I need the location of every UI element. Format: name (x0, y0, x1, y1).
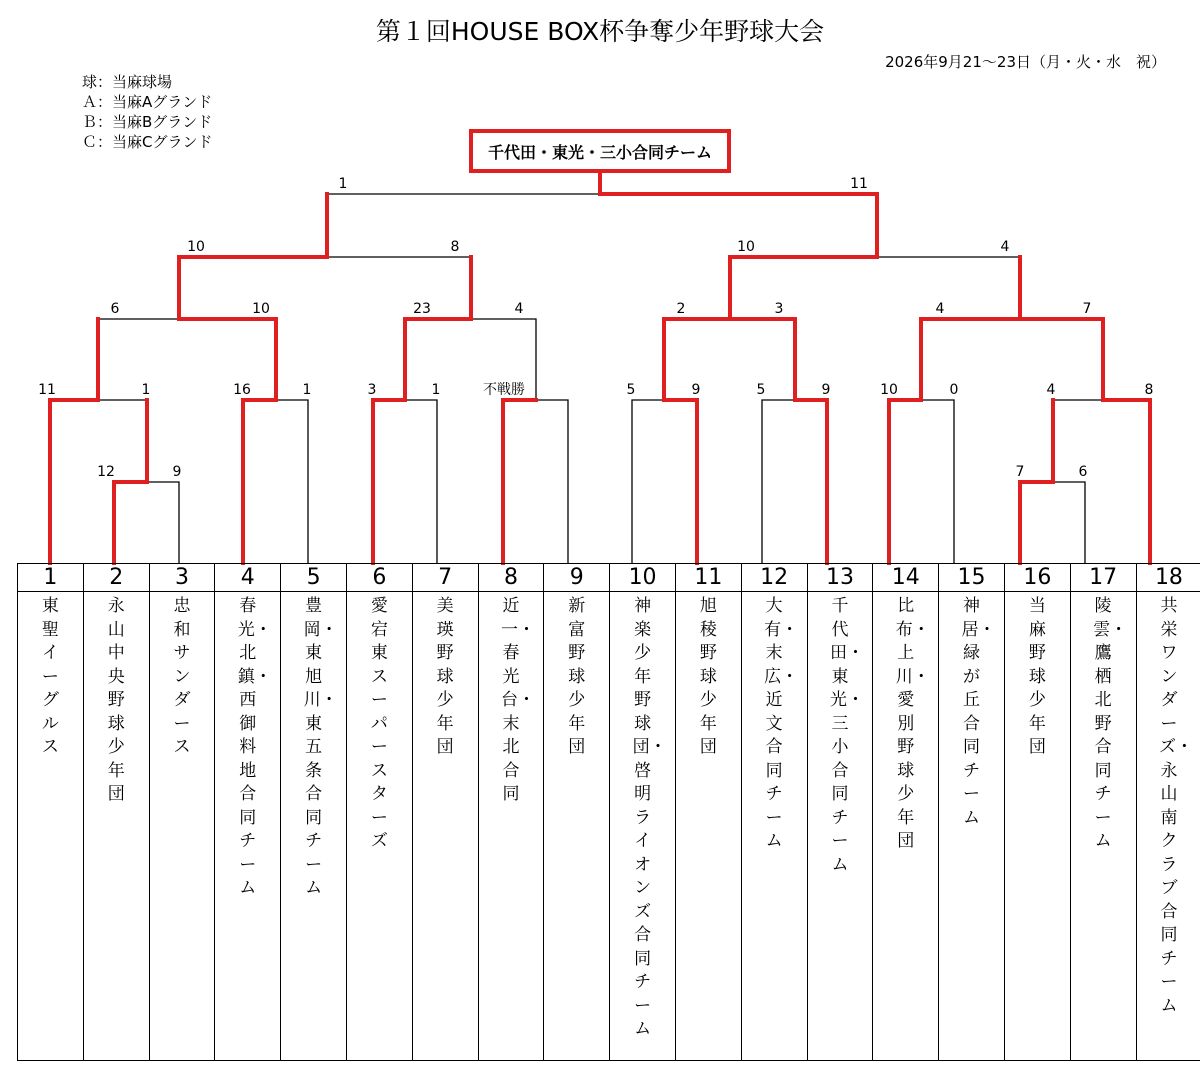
score-label: 8 (1144, 382, 1154, 398)
team-name-cell (215, 592, 281, 1061)
score-label: 5 (756, 382, 766, 398)
legend-item: 球：当麻球場 (82, 73, 173, 91)
team-number: 13 (807, 564, 873, 592)
team-name: 忠和サンダース (173, 596, 191, 757)
team-number: 11 (675, 564, 741, 592)
score-label: 8 (450, 239, 460, 255)
score-label: 3 (774, 301, 784, 317)
team-name-cell (1004, 592, 1070, 1061)
score-label: 4 (1046, 382, 1056, 398)
team-number: 18 (1136, 564, 1200, 592)
score-label: 7 (1015, 464, 1025, 480)
score-label: 23 (413, 301, 431, 317)
team-name: 新富野球少年団 (568, 596, 586, 757)
team-name-cell (149, 592, 215, 1061)
score-label: 0 (949, 382, 959, 398)
score-label: 1 (302, 382, 312, 398)
teams-table (17, 563, 1200, 1061)
team-name-cell (1070, 592, 1136, 1061)
score-label: 4 (514, 301, 524, 317)
team-name-cell (807, 592, 873, 1061)
team-number: 17 (1070, 564, 1136, 592)
score-label: 4 (935, 301, 945, 317)
champion-box: 千代田・東光・三小合同チーム (469, 129, 731, 173)
team-name-cell (83, 592, 149, 1061)
team-number: 15 (939, 564, 1005, 592)
score-label: 2 (676, 301, 686, 317)
team-name-row (18, 592, 1200, 1061)
team-name-cell (18, 592, 84, 1061)
team-number: 10 (610, 564, 676, 592)
team-name: 当麻野球少年団 (1028, 596, 1046, 757)
team-name: 大有・末広・近文合同チーム (764, 596, 799, 851)
legend-item: Ｃ：当麻Cグランド (82, 133, 213, 151)
score-label: 9 (172, 464, 182, 480)
team-name-cell (1136, 592, 1200, 1061)
score-label: 1 (141, 382, 151, 398)
score-label: 10 (252, 301, 270, 317)
score-label: 9 (691, 382, 701, 398)
team-name: 豊岡・東旭川・東五条合同チーム (303, 596, 338, 898)
team-name-cell (544, 592, 610, 1061)
team-name-cell (873, 592, 939, 1061)
team-name: 春光・北鎮・西御料地合同チーム (237, 596, 272, 898)
team-name-cell (281, 592, 347, 1061)
team-name: 永山中央野球少年団 (107, 596, 125, 804)
team-name: 陵雲・鷹栖北野合同チーム (1093, 596, 1128, 851)
team-name: 美瑛野球少年団 (436, 596, 454, 757)
team-number: 12 (741, 564, 807, 592)
score-label: 10 (880, 382, 898, 398)
tournament-date: 2026年9月21～23日（月・火・水 祝） (885, 53, 1166, 71)
team-name-cell (610, 592, 676, 1061)
team-name-cell (412, 592, 478, 1061)
team-number-row (18, 564, 1200, 592)
score-label: 11 (38, 382, 56, 398)
score-label: 12 (97, 464, 115, 480)
team-name: 比布・上川・愛別野球少年団 (895, 596, 930, 851)
score-label: 1 (338, 176, 348, 192)
team-name: 神居・緑が丘合同チーム (961, 596, 996, 828)
team-name-cell (675, 592, 741, 1061)
score-label: 4 (1000, 239, 1010, 255)
team-number: 6 (346, 564, 412, 592)
team-number: 2 (83, 564, 149, 592)
score-label: 9 (821, 382, 831, 398)
team-name: 愛宕東スーパースターズ (370, 596, 388, 851)
team-number: 8 (478, 564, 544, 592)
team-name-cell (939, 592, 1005, 1061)
page-title: 第１回HOUSE BOX杯争奪少年野球大会 (375, 17, 825, 46)
legend-item: Ｂ：当麻Bグランド (82, 113, 213, 131)
team-name: 神楽少年野球団・啓明ライオンズ合同チーム (632, 596, 667, 1039)
team-name: 千代田・東光・三小合同チーム (829, 596, 864, 875)
score-label: 7 (1082, 301, 1092, 317)
score-label: 10 (187, 239, 205, 255)
team-name: 共栄ワンダーズ・永山南クラブ合同チーム (1158, 596, 1193, 1016)
team-number: 7 (412, 564, 478, 592)
score-label: 16 (233, 382, 251, 398)
team-number: 16 (1004, 564, 1070, 592)
team-number: 1 (18, 564, 84, 592)
team-name: 東聖イーグルス (41, 596, 59, 757)
score-label: 5 (626, 382, 636, 398)
team-name-cell (478, 592, 544, 1061)
team-name: 近一・春光台・末北合同 (500, 596, 535, 804)
score-label: 10 (737, 239, 755, 255)
score-label: 不戦勝 (483, 382, 525, 398)
score-label: 3 (367, 382, 377, 398)
legend-item: Ａ：当麻Aグランド (82, 93, 213, 111)
team-name-cell (741, 592, 807, 1061)
score-label: 6 (110, 301, 120, 317)
score-label: 1 (431, 382, 441, 398)
team-name-cell (346, 592, 412, 1061)
team-number: 3 (149, 564, 215, 592)
team-number: 4 (215, 564, 281, 592)
team-number: 5 (281, 564, 347, 592)
score-label: 6 (1078, 464, 1088, 480)
score-label: 11 (850, 176, 868, 192)
team-number: 14 (873, 564, 939, 592)
team-number: 9 (544, 564, 610, 592)
team-name: 旭稜野球少年団 (699, 596, 717, 757)
